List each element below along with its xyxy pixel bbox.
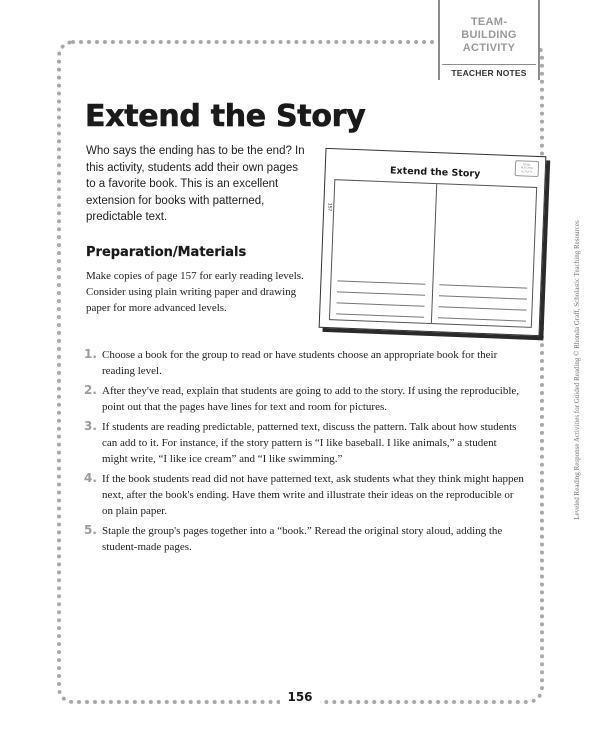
thumbnail-page-number: 157 — [326, 202, 333, 212]
step-number: 4. — [84, 471, 97, 485]
thumbnail-tab-line: TEAM- — [522, 163, 532, 167]
thumbnail-page — [319, 148, 547, 336]
step-number: 5. — [84, 523, 97, 537]
thumbnail-title: Extend the Story — [389, 165, 481, 180]
writing-line — [438, 317, 526, 321]
writing-line — [337, 302, 425, 306]
step-number: 2. — [84, 383, 97, 397]
step-number: 1. — [84, 347, 97, 361]
writing-line — [438, 306, 526, 310]
preparation-heading: Preparation/Materials — [86, 245, 247, 260]
list-item — [84, 383, 524, 415]
intro-paragraph: Who says the ending has to be the end? In this activity, students add their own pages to a favorite book. This is an excellent extension for books with patterned, predictable text. — [86, 145, 305, 224]
tab-subtitle: TEACHER NOTES — [451, 68, 527, 78]
page-title: Extend the Story — [85, 99, 366, 134]
list-item — [84, 419, 524, 467]
side-credit-text: Leveled Reading Response Activities for Guided Reading © Rhonda Graff, Scholastic Teaching Resources — [573, 220, 581, 520]
steps-list — [84, 347, 524, 559]
thumbnail-tab — [515, 160, 540, 177]
writing-line — [439, 295, 527, 299]
list-item — [84, 523, 524, 555]
thumbnail-tab-line: ACTIVITY — [520, 170, 533, 174]
tab-divider — [442, 64, 536, 65]
reproducible-thumbnail — [319, 148, 547, 336]
thumbnail-panels — [329, 179, 537, 328]
section-tab — [438, 0, 540, 80]
step-text: Staple the group's pages together into a “book.” Reread the original story aloud, adding the student-made pages. — [102, 525, 503, 553]
tab-title-line: TEAM- — [470, 16, 508, 28]
tab-title — [440, 16, 538, 55]
step-text: Choose a book for the group to read or have students choose an appropriate book for their reading level. — [102, 349, 498, 377]
page-number: 156 — [280, 690, 320, 704]
list-item — [84, 471, 524, 519]
side-credit — [570, 190, 584, 550]
tab-title-line: BUILDING — [461, 29, 517, 41]
writing-line — [337, 291, 425, 295]
writing-line — [336, 313, 424, 317]
thumbnail-divider — [431, 184, 437, 323]
step-text: After they've read, explain that students are going to add to the story. If using the reproducible, point out that the pages have lines for text and room for pictures. — [102, 385, 520, 413]
writing-line — [439, 284, 527, 288]
step-text: If the book students read did not have patterned text, ask students what they think might happen next, after the book's ending. Have them write and illustrate their ideas on the reproducible or on plain paper. — [102, 473, 524, 517]
preparation-text: Make copies of page 157 for early reading levels. Consider using plain writing paper and drawing paper for more advanced levels. — [86, 270, 304, 314]
step-text: If students are reading predictable, patterned text, discuss the pattern. Talk about how students can add to it. For instance, if the story pattern is “I like baseball. I like animals,” a student might write, “I like ice cream” and “I like swimming.” — [102, 421, 517, 465]
tab-title-line: ACTIVITY — [462, 42, 516, 54]
step-number: 3. — [84, 419, 97, 433]
thumbnail-tab-line: BUILDING — [520, 166, 534, 171]
writing-line — [337, 280, 425, 284]
list-item — [84, 347, 524, 379]
